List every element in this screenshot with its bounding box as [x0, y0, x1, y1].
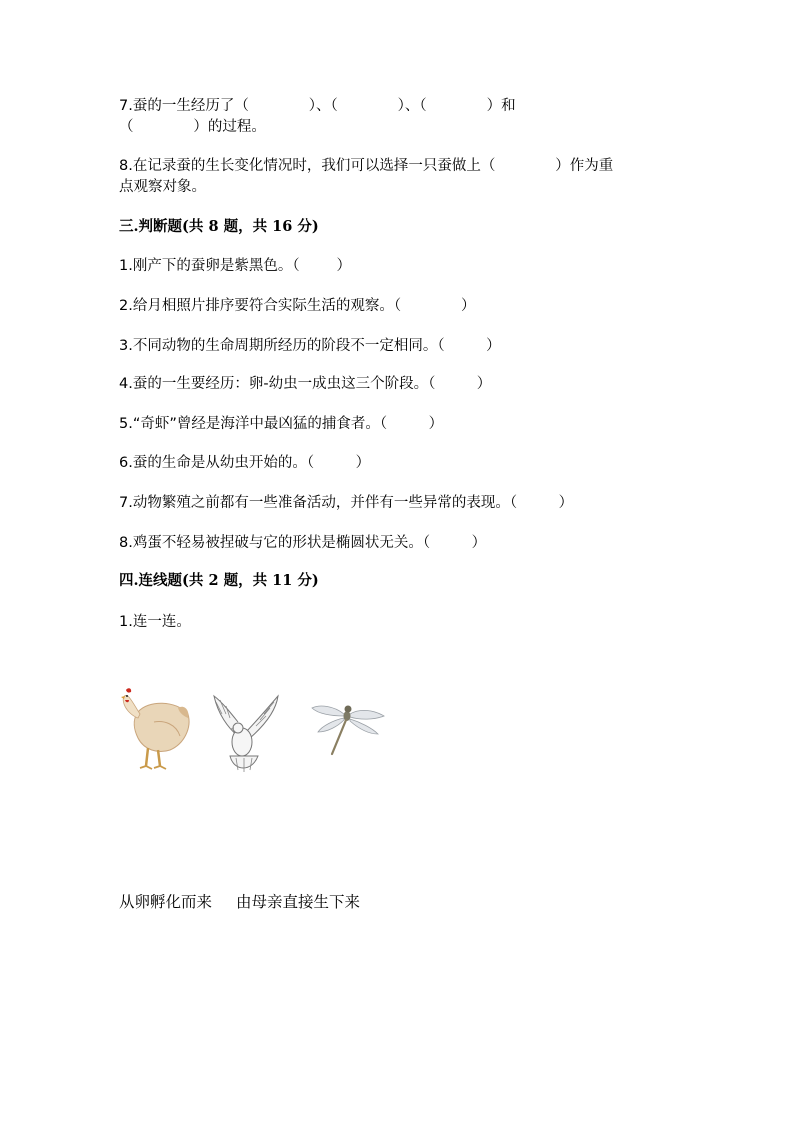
section4-heading: 四.连线题(共 2 题，共 11 分): [119, 572, 319, 589]
q7-line1: 7.蚕的一生经历了（ ）、（ ）、（ ）和: [119, 98, 516, 114]
q7-line2: （ ）的过程。: [119, 119, 266, 135]
answer-hatched-from-egg: 从卵孵化而来: [119, 893, 213, 911]
judge-item-5: 5.“奇虾”曾经是海洋中最凶猛的捕食者。（ ）: [119, 416, 444, 432]
judge-item-4: 4.蚕的一生要经历：卵-幼虫一成虫这三个阶段。（ ）: [119, 376, 492, 392]
answer-born-live: 由母亲直接生下来: [236, 893, 361, 911]
judge-item-6: 6.蚕的生命是从幼虫开始的。（ ）: [119, 455, 371, 471]
q8-line2: 点观察对象。: [119, 179, 206, 195]
judge-item-1: 1.刚产下的蚕卵是紫黑色。（ ）: [119, 258, 351, 274]
judge-item-7: 7.动物繁殖之前都有一些准备活动，并伴有一些异常的表现。（ ）: [119, 495, 574, 511]
answer-options: [119, 892, 360, 912]
judge-item-8: 8.鸡蛋不轻易被捏破与它的形状是椭圆状无关。（ ）: [119, 535, 487, 551]
section3-heading: 三.判断题(共 8 题，共 16 分): [119, 218, 319, 235]
judge-item-3: 3.不同动物的生命周期所经历的阶段不一定相同。（ ）: [119, 338, 501, 354]
q8-line1: 8.在记录蚕的生长变化情况时，我们可以选择一只蚕做上（ ）作为重: [119, 158, 614, 174]
connect-question-1: 1.连一连。: [119, 614, 191, 630]
dove-image: [208, 692, 280, 774]
judge-item-2: 2.给月相照片排序要符合实际生活的观察。（ ）: [119, 298, 476, 314]
hen-image: [118, 686, 194, 778]
dragonfly-image: [308, 692, 388, 762]
animal-pictures: [118, 686, 398, 781]
